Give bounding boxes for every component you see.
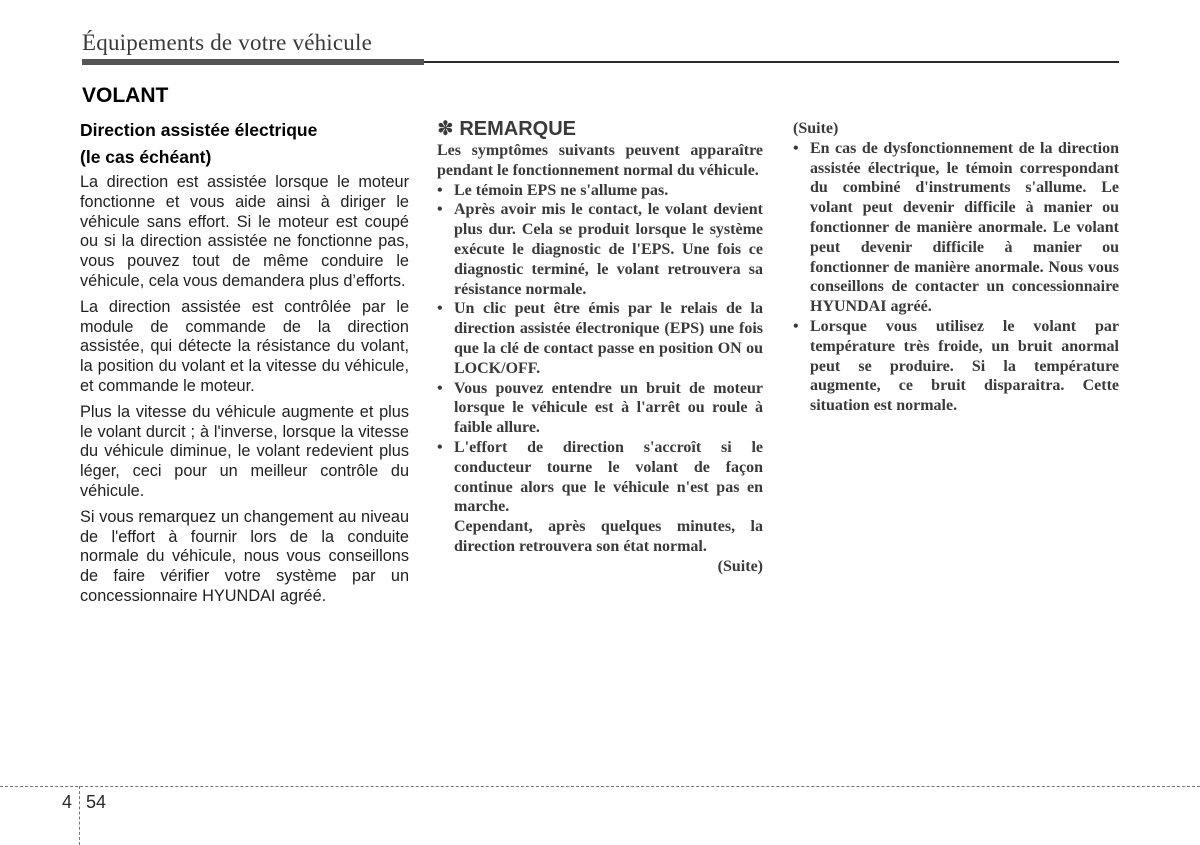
- right-column: [793, 119, 1119, 416]
- list-item: [793, 139, 1119, 317]
- list-item: [437, 299, 763, 378]
- bullet-icon: •: [437, 379, 443, 397]
- list-item-text: Vous pouvez entendre un bruit de moteur lorsque le véhicule est à l'arrêt ou roule à faible allure.: [454, 379, 763, 437]
- suite-label: (Suite): [717, 557, 763, 575]
- paragraph: Plus la vitesse du véhicule augmente et plus le volant durcit ; à l'inverse, lorsque la vitesse du véhicule diminue, le volant redevient plus léger, ceci pour un meilleur contrôle du véhicule.: [80, 402, 409, 500]
- continuation-text: Cependant, après quelques minutes, la direction retrouvera son état normal.: [454, 518, 763, 555]
- subheading-line-2: (le cas échéant): [80, 147, 212, 167]
- list-item-text: Après avoir mis le contact, le volant devient plus dur. Cela se produit lorsque le système exécute le diagnostic de l'EPS. Une fois ce diagnostic terminé, le volant retrouvera sa résistance normale.: [454, 201, 763, 298]
- bullet-icon: •: [437, 300, 443, 318]
- suite-label: (Suite): [793, 120, 839, 137]
- list-item-text: L'effort de direction s'accroît si le conducteur tourne le volant de façon continue alors que le véhicule n'est pas en marche.: [454, 438, 763, 516]
- section-title: VOLANT: [82, 84, 169, 107]
- asterisk-icon: ✽: [437, 118, 454, 140]
- list-item: [437, 181, 763, 201]
- left-column: [80, 117, 409, 613]
- middle-column: [437, 117, 763, 577]
- paragraph: La direction assistée est contrôlée par le module de commande de la direction assistée, qui détecte la résistance du volant, la position du volant et la vitesse du véhicule, et commande le moteur.: [80, 297, 409, 395]
- bullet-icon: •: [793, 139, 799, 157]
- page-header-title: Équipements de votre véhicule: [82, 30, 373, 55]
- paragraph: La direction est assistée lorsque le moteur fonctionne et vous aide ainsi à diriger le véhicule sans effort. Si le moteur est coupé ou si la direction assistée ne fonctionne pas, vous pouvez tout de même conduire le véhicule, cela vous demandera plus d’efforts.: [80, 173, 409, 290]
- list-item-text: Un clic peut être émis par le relais de la direction assistée électronique (EPS) une fois que la clé de contact passe en position ON ou LOCK/OFF.: [454, 300, 763, 377]
- remarque-heading: [437, 117, 763, 141]
- page-number: 54: [86, 792, 107, 812]
- list-item: [437, 379, 763, 438]
- list-item: [437, 438, 763, 517]
- footer-divider: [0, 786, 1200, 787]
- list-item-text: Lorsque vous utilisez le volant par température très froide, un bruit anormal peut se produire. Si la température augmente, ce bruit disparaitra. Cette situation est normale.: [810, 317, 1119, 415]
- paragraph: Si vous remarquez un changement au niveau de l'effort à fournir lors de la conduite normale du véhicule, nous vous conseillons de faire vérifier votre système par un concessionnaire HYUNDAI agréé.: [80, 507, 409, 605]
- subheading-line-1: Direction assistée électrique: [80, 120, 318, 140]
- footer-page-separator: [79, 786, 80, 845]
- list-item: [437, 200, 763, 299]
- bullet-icon: •: [437, 201, 443, 219]
- list-item-text: En cas de dysfonctionnement de la direction assistée électrique, le témoin correspondant du combiné d'instruments s'allume. Le volant peut devenir difficile à manier ou fonctionner de manière anormale. Le volant peut devenir difficile à manier ou fonctionner de manière anormale. Nous vous conseillons de contacter un concessionnaire HYUNDAI agréé.: [810, 139, 1119, 316]
- bullet-icon: •: [793, 317, 799, 335]
- remarque-intro: Les symptômes suivants peuvent apparaître pendant le fonctionnement normal du véhicule.: [437, 142, 763, 179]
- remarque-list-continued: [793, 139, 1119, 416]
- chapter-number: 4: [62, 792, 73, 812]
- remarque-list: [437, 181, 763, 518]
- list-item-text: Le témoin EPS ne s'allume pas.: [454, 181, 669, 199]
- bullet-icon: •: [437, 438, 443, 456]
- remarque-label: REMARQUE: [459, 118, 576, 140]
- bullet-icon: •: [437, 181, 443, 199]
- header-rule-accent: [82, 59, 424, 65]
- list-item: [793, 317, 1119, 416]
